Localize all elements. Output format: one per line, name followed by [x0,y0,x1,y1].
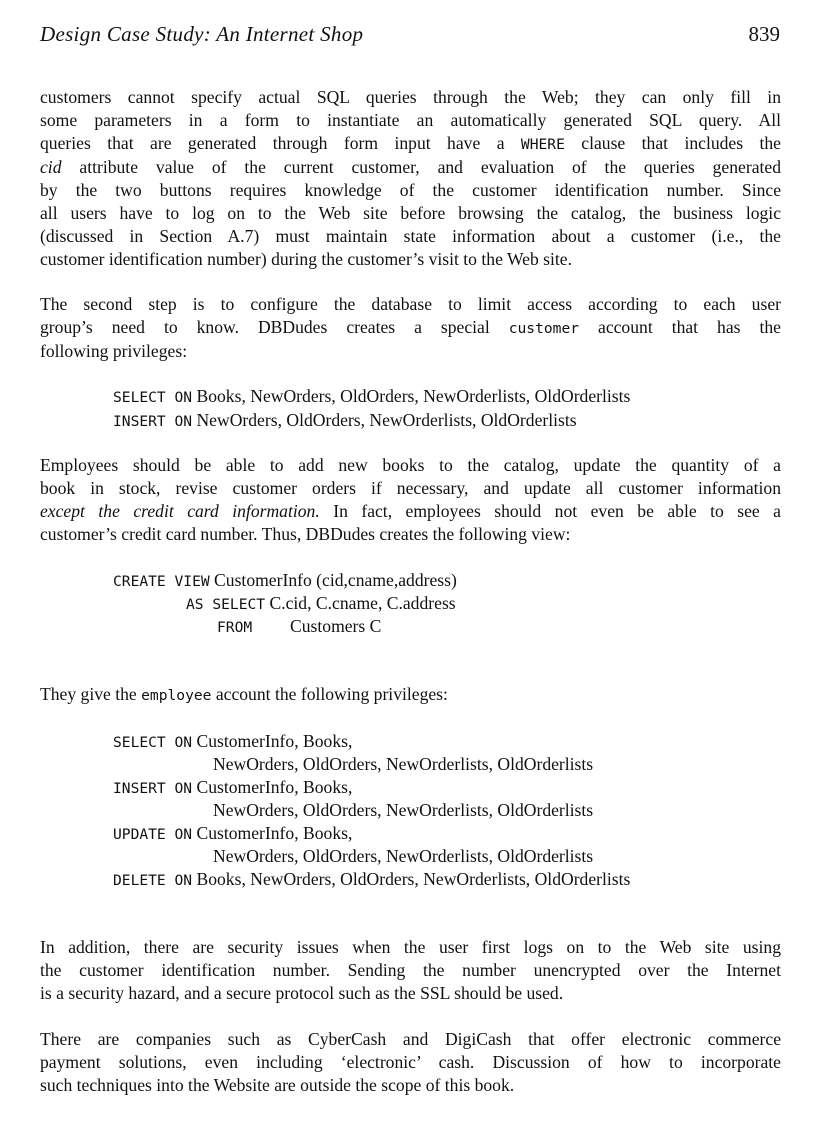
paragraph-employee-account [40,683,781,707]
text-line: The second step is to configure the database to limit access according to each user [40,294,781,314]
text-span: queries that are generated through form input have a [40,133,521,153]
sql-keyword: SELECT ON [113,389,193,406]
sql-keyword: DELETE ON [113,872,193,889]
text-line: (discussed in Section A.7) must maintain state information about a customer (i.e., the [40,226,781,246]
view-line [113,569,457,593]
text-span: attribute value of the current customer, and evaluation of the queries generated [61,157,781,177]
paragraph-ecommerce [40,1028,781,1097]
grant-line [113,868,630,892]
text-line [40,500,781,523]
grant-tables: Books, NewOrders, OldOrders, NewOrderlists, OldOrderlists [192,869,631,889]
page-number: 839 [748,22,780,46]
text-span: They give the [40,684,142,704]
view-columns: C.cid, C.cname, C.address [265,593,456,613]
sql-keyword: INSERT ON [113,413,193,430]
text-line: There are companies such as CyberCash and DigiCash that offer electronic commerce [40,1029,781,1049]
running-header [40,22,780,48]
create-view-block [113,569,713,639]
text-line: such techniques into the Website are outside the scope of this book. [40,1075,515,1095]
text-line: customer identification number) during the customer’s visit to the Web site. [40,249,572,269]
grant-line [113,776,352,800]
running-title: Design Case Study: An Internet Shop [40,22,364,46]
sql-keyword: AS SELECT [186,596,266,613]
view-definition: CustomerInfo (cid,cname,address) [209,570,457,590]
text-line: some parameters in a form to instantiate an automatically generated SQL query. All [40,110,781,130]
sql-keyword: UPDATE ON [113,826,193,843]
grant-tables: NewOrders, OldOrders, NewOrderlists, OldOrderlists [192,410,577,430]
text-line: by the two buttons requires knowledge of the customer identification number. Since [40,180,781,200]
view-source: Customers C [290,616,382,636]
text-line: Employees should be able to add new books to the catalog, update the quantity of a [40,455,781,475]
grant-tables: CustomerInfo, Books, [192,823,353,843]
view-line [186,592,456,616]
text-line: the customer identification number. Sending the number unencrypted over the Internet [40,960,781,980]
text-line: customer’s credit card number. Thus, DBDudes creates the following view: [40,524,571,544]
paragraph-query-generation [40,86,781,271]
code-account-name: employee [141,687,212,704]
employee-grants-block [113,730,763,894]
text-span: In fact, employees should not even be able to see a [319,501,781,521]
text-span: group’s need to know. DBDudes creates a special [40,317,509,337]
grant-continuation: NewOrders, OldOrders, NewOrderlists, OldOrderlists [213,846,594,866]
grant-continuation: NewOrders, OldOrders, NewOrderlists, OldOrderlists [213,800,594,820]
grant-line [113,730,352,754]
italic-phrase: except the credit card information. [40,501,320,521]
sql-keyword: SELECT ON [113,734,193,751]
paragraph-employees [40,454,781,546]
grant-tables: Books, NewOrders, OldOrders, NewOrderlists, OldOrderlists [192,386,631,406]
text-line: all users have to log on to the Web site before browsing the catalog, the business logic [40,203,781,223]
text-line [40,316,781,340]
text-span: account the following privileges: [211,684,448,704]
sql-keyword: FROM [217,619,253,636]
grant-line [113,409,630,433]
grant-line [113,385,630,409]
text-line [40,132,781,156]
grant-line [113,822,352,846]
text-span: clause that includes the [564,133,781,153]
text-line: is a security hazard, and a secure protocol such as the SSL should be used. [40,983,564,1003]
text-line: In addition, there are security issues when the user first logs on to the Web site using [40,937,781,957]
sql-keyword: INSERT ON [113,780,193,797]
customer-grants-block [113,385,630,433]
text-line: following privileges: [40,341,188,361]
text-line [40,156,781,179]
text-line: book in stock, revise customer orders if necessary, and update all customer information [40,478,781,498]
sql-keyword: CREATE VIEW [113,573,210,590]
text-line: payment solutions, even including ‘electronic’ cash. Discussion of how to incorporate [40,1052,781,1072]
italic-term: cid [40,157,62,177]
grant-tables: CustomerInfo, Books, [192,777,353,797]
view-line [217,615,252,639]
paragraph-security-issues [40,936,781,1005]
code-keyword: WHERE [520,136,565,153]
text-line [40,683,781,707]
grant-tables: CustomerInfo, Books, [192,731,353,751]
code-account-name: customer [508,320,580,337]
grant-continuation: NewOrders, OldOrders, NewOrderlists, OldOrderlists [213,754,594,774]
text-line: customers cannot specify actual SQL queries through the Web; they can only fill in [40,87,781,107]
text-span: account that has the [579,317,781,337]
paragraph-configure-database [40,293,781,363]
